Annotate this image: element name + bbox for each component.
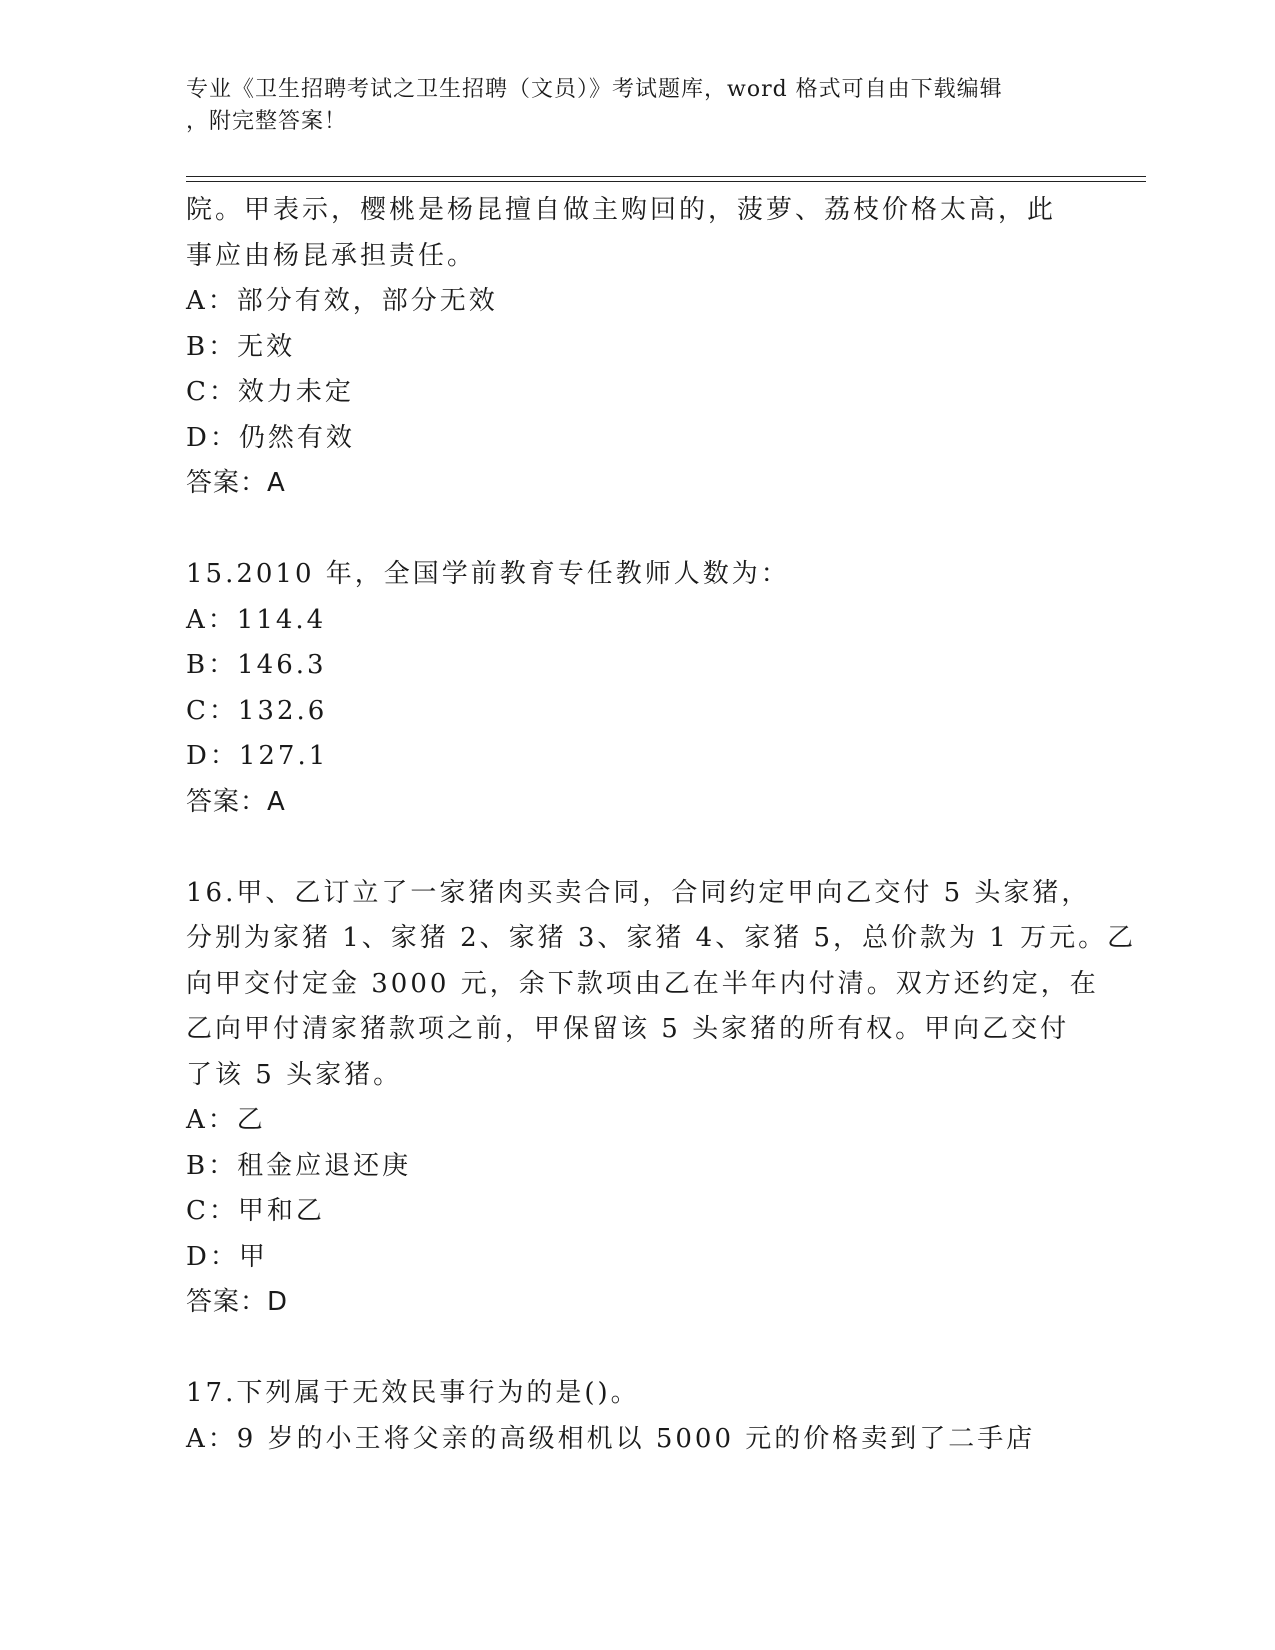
- option-d: D：仍然有效: [186, 422, 355, 453]
- question-text-line: 向甲交付定金 3000 元，余下款项由乙在半年内付清。双方还约定，在: [186, 968, 1099, 999]
- header-line-1: 专业《卫生招聘考试之卫生招聘（文员）》考试题库，word 格式可自由下载编辑: [186, 77, 1003, 102]
- answer-line: 答案：A: [186, 786, 286, 817]
- question-continued: [186, 188, 1086, 507]
- question-16: [186, 871, 1137, 1326]
- document-body: [186, 188, 1137, 1462]
- document-header: [186, 74, 1066, 138]
- question-text-line: 院。甲表示，樱桃是杨昆擅自做主购回的，菠萝、荔枝价格太高，此: [186, 195, 1057, 225]
- question-text-line: 乙向甲付清家猪款项之前，甲保留该 5 头家猪的所有权。甲向乙交付: [186, 1014, 1070, 1044]
- question-text-line: 分别为家猪 1、家猪 2、家猪 3、家猪 4、家猪 5，总价款为 1 万元。乙: [186, 923, 1137, 953]
- option-d: D：甲: [186, 1241, 268, 1272]
- answer-line: 答案：D: [186, 1287, 289, 1317]
- option-a: A：部分有效，部分无效: [186, 286, 498, 316]
- option-d: D：127.1: [186, 741, 329, 771]
- answer-line: 答案：A: [186, 468, 286, 498]
- header-divider-top: [186, 176, 1146, 177]
- question-text-line: 15.2010 年，全国学前教育专任教师人数为：: [186, 559, 790, 589]
- option-a: A：114.4: [186, 604, 327, 635]
- question-text-line: 16.甲、乙订立了一家猪肉买卖合同，合同约定甲向乙交付 5 头家猪，: [186, 877, 1091, 908]
- header-line-2: ，附完整答案！: [186, 109, 348, 134]
- option-b: B：146.3: [186, 650, 327, 680]
- spacer: [186, 507, 1086, 553]
- option-b: B：无效: [186, 331, 296, 362]
- question-15: [186, 552, 1086, 825]
- question-text-line: 17.下列属于无效民事行为的是()。: [186, 1378, 640, 1408]
- option-c: C：效力未定: [186, 377, 354, 407]
- spacer: [186, 1326, 1086, 1372]
- spacer: [186, 825, 1086, 871]
- header-divider-bottom: [186, 181, 1146, 182]
- option-a: A：9 岁的小王将父亲的高级相机以 5000 元的价格卖到了二手店: [186, 1423, 1036, 1454]
- question-text-line: 了该 5 头家猪。: [186, 1059, 403, 1090]
- option-c: C：132.6: [186, 695, 328, 726]
- option-b: B：租金应退还庚: [186, 1150, 412, 1181]
- question-17: [186, 1371, 1086, 1462]
- option-c: C：甲和乙: [186, 1196, 325, 1226]
- option-a: A：乙: [186, 1105, 266, 1135]
- question-text-line: 事应由杨昆承担责任。: [186, 240, 477, 271]
